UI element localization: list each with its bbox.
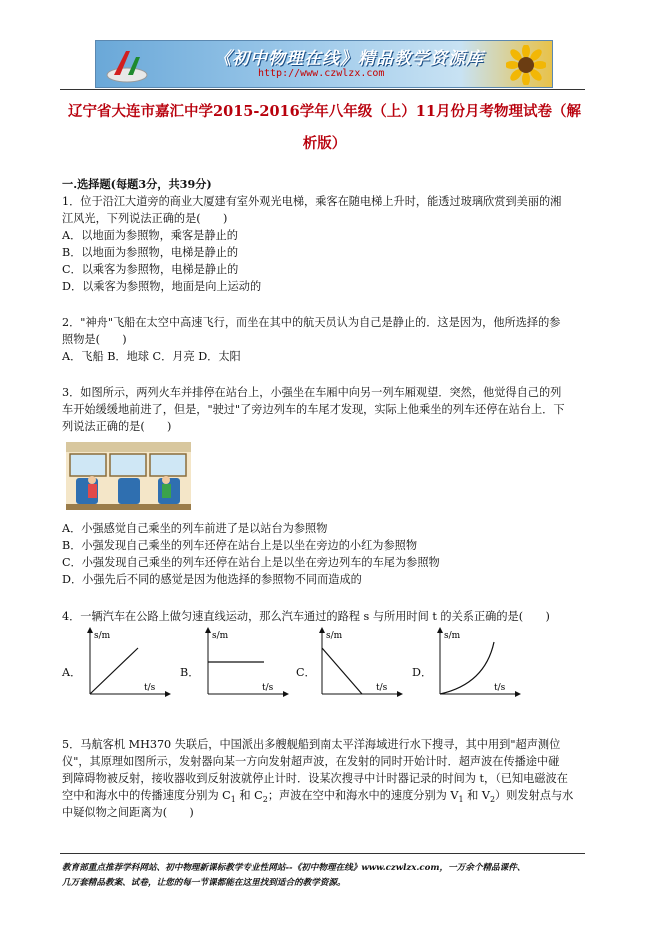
q4-stem: 4．一辆汽车在公路上做匀速直线运动，那么汽车通过的路程 s 与所用时间 t 的关系正确的是( ) [62, 610, 550, 623]
q4-graph-b-xlabel: t/s [262, 683, 274, 693]
train-interior-illustration [66, 442, 191, 510]
q4-graph-a-line [90, 648, 138, 694]
q4-graph-b-ylabel: s/m [212, 631, 229, 641]
header-divider [60, 89, 585, 90]
q3-option-d: D．小强先后不同的感觉是因为他选择的参照物不同而造成的 [62, 573, 362, 586]
q4-option-a-label: A． [62, 666, 82, 679]
q4-graph-a-xlabel: t/s [144, 683, 156, 693]
q4-graph-a-ylabel: s/m [94, 631, 111, 641]
q2-stem-line2: 照物是( ) [62, 333, 127, 346]
footer-divider [60, 853, 585, 854]
q3-stem-line2: 车开始缓缓地前进了，但是，"驶过"了旁边列车的车尾才发现，实际上他乘坐的列车还停在站台上．下 [62, 403, 565, 416]
q4-option-b-label: B． [180, 666, 200, 679]
q2-options: A．飞船 B．地球 C．月亮 D．太阳 [62, 350, 241, 363]
q1-option-b: B．以地面为参照物，电梯是静止的 [62, 246, 239, 259]
header-banner [95, 40, 553, 88]
q4-option-c-label: C． [296, 666, 316, 679]
q4-graph-d-ylabel: s/m [444, 631, 461, 641]
q4-graph-b [198, 626, 290, 698]
q4-graph-c [312, 626, 404, 698]
footer-line2: 几万套精品教案、试卷，让您的每一节课都能在这里找到适合的教学资源。 [62, 878, 346, 888]
q2-stem-line1: 2．"神舟"飞船在太空中高速飞行，而坐在其中的航天员认为自己是静止的．这是因为，他所选择的参 [62, 316, 561, 329]
document-title-line1: 辽宁省大连市嘉汇中学2015-2016学年八年级（上）11月份月考物理试卷（解 [68, 103, 581, 120]
q4-graph-c-xlabel: t/s [376, 683, 388, 693]
q5-stem-line5: 中疑似物之间距离为( ) [62, 806, 194, 819]
document-title-line2: 析版） [302, 135, 347, 152]
q3-option-b: B．小强发现自己乘坐的列车还停在站台上是以坐在旁边的小红为参照物 [62, 539, 418, 552]
footer-line1: 教育部重点推荐学科网站、初中物理新课标教学专业性网站--《初中物理在线》www.czwlzx.com，一万余个精品课件、 [62, 863, 526, 873]
q1-stem-line1: 1．位于沿江大道旁的商业大厦建有室外观光电梯，乘客在随电梯上升时，能透过玻璃欣赏到美丽的湘 [62, 195, 562, 208]
q5-stem-line1: 5．马航客机 MH370 失联后，中国派出多艘舰船到南太平洋海域进行水下搜寻，其中用到"超声测位 [62, 738, 561, 751]
q3-stem-line3: 列说法正确的是( ) [62, 420, 172, 433]
q3-option-a: A．小强感觉自己乘坐的列车前进了是以站台为参照物 [62, 522, 328, 535]
q5-stem-line2: 仪"，其原理如图所示，发射器向某一方向发射超声波，在发射的同时开始计时．超声波在传播途中碰 [62, 755, 560, 768]
q1-option-d: D．以乘客为参照物，地面是向上运动的 [62, 280, 262, 293]
sunflower-icon [506, 45, 546, 85]
q3-stem-line1: 3．如图所示，两列火车并排停在站台上，小强坐在车厢中向另一列车厢观望．突然，他觉得自己的列 [62, 386, 562, 399]
q1-stem-line2: 江风光，下列说法正确的是( ) [62, 212, 228, 225]
q4-graph-a [80, 626, 172, 698]
q4-graph-d-xlabel: t/s [494, 683, 506, 693]
q4-graph-d [430, 626, 522, 698]
q5-stem-line4: 空中和海水中的传播速度分别为 $C_1$ 和 $C_2$；声波在空中和海水中的速度分别为 $V_1$ 和 $V_2$）则发射点与水 [62, 789, 574, 805]
q4-graph-c-line [322, 648, 362, 694]
banner-title: 《初中物理在线》精品教学资源库 [214, 49, 484, 69]
banner-url[interactable]: http://www.czwlzx.com [258, 68, 385, 79]
q5-stem-line3: 到障碍物被反射，接收器收到反射波就停止计时．设某次搜寻中计时器记录的时间为 t，（已知电磁波在 [62, 772, 568, 785]
q1-option-a: A．以地面为参照物，乘客是静止的 [62, 229, 238, 242]
q4-graph-c-ylabel: s/m [326, 631, 343, 641]
q3-option-c: C．小强发现自己乘坐的列车还停在站台上是以坐在旁边列车的车尾为参照物 [62, 556, 440, 569]
q4-graph-d-curve [440, 642, 494, 694]
section-heading: 一.选择题(每题3分，共39分) [62, 177, 212, 191]
site-logo-icon [104, 45, 150, 85]
q4-option-d-label: D． [412, 666, 433, 679]
q1-option-c: C．以乘客为参照物，电梯是静止的 [62, 263, 239, 276]
